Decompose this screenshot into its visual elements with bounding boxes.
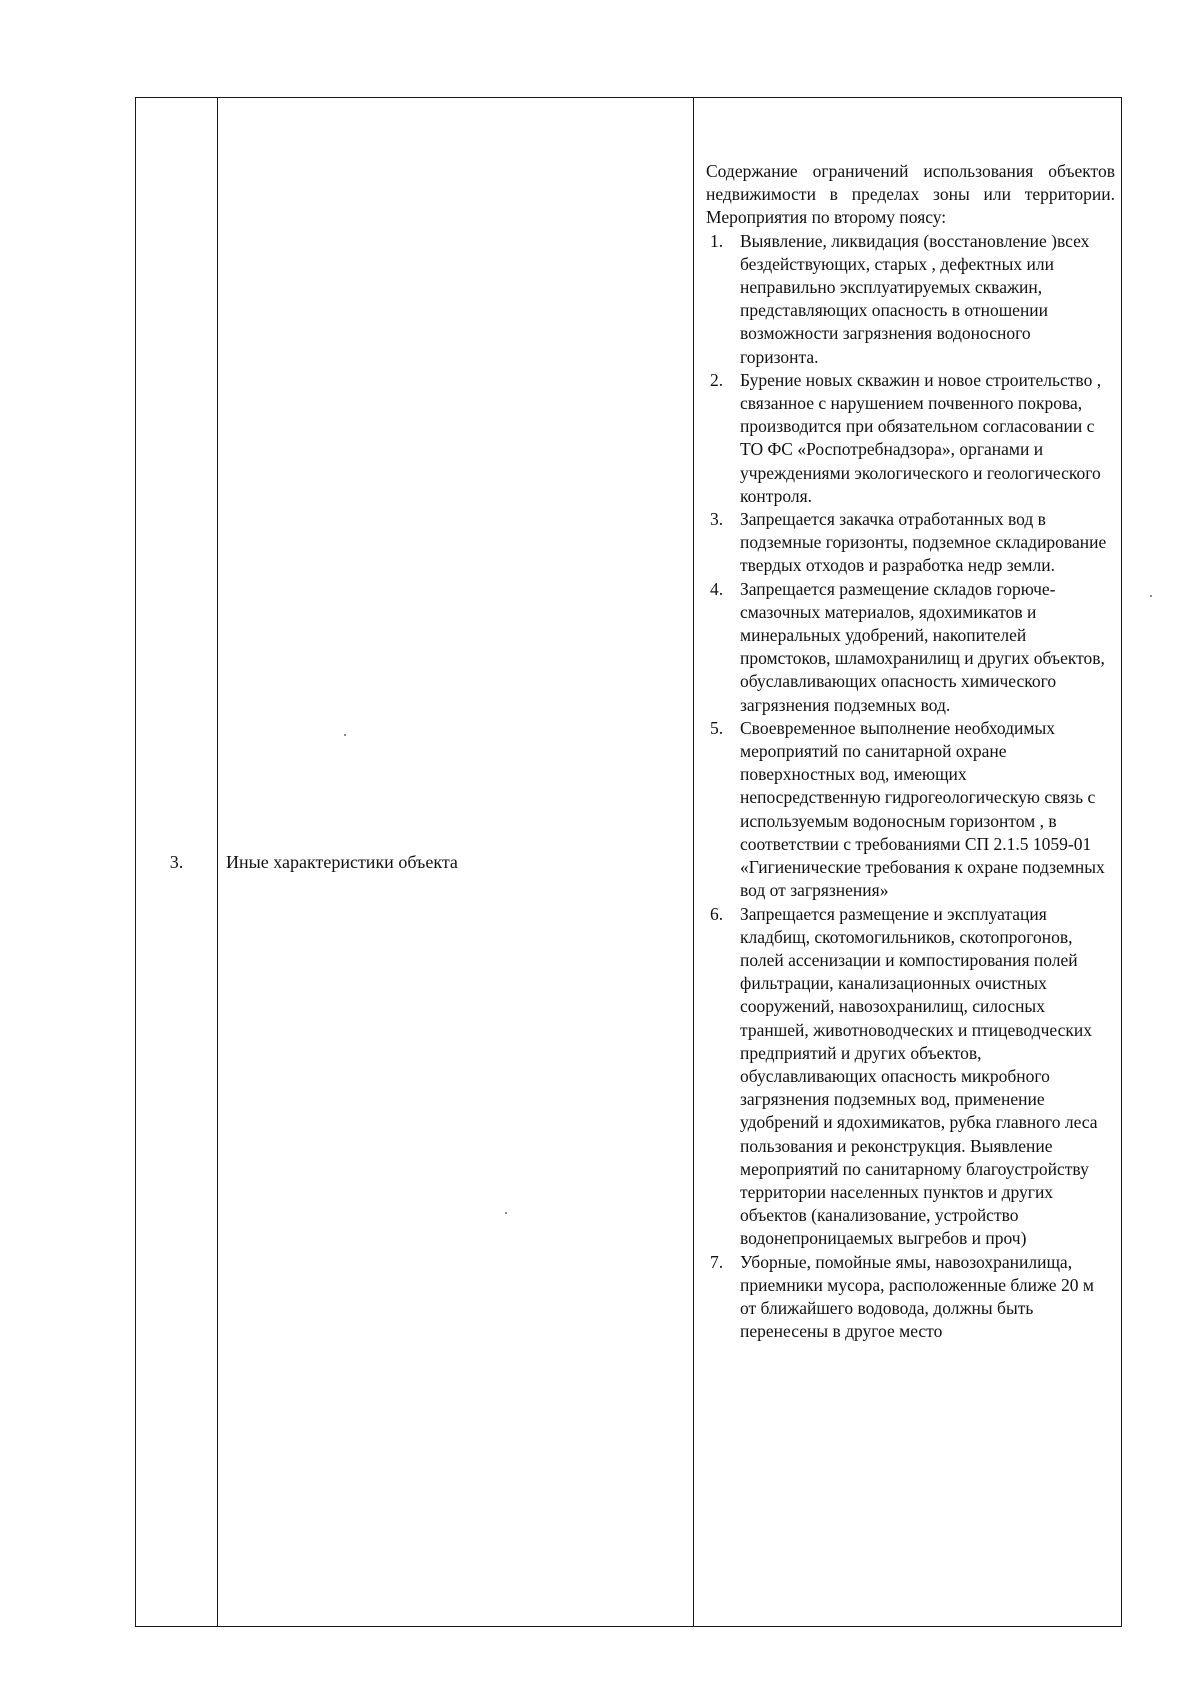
list-item: [704, 717, 1115, 903]
list-item-number: 5.: [710, 717, 724, 738]
list-item-text: Выявление, ликвидация (восстановление )всех бездействующих, старых , дефектных или неправильно эксплуатируемых скважин, представляющих опасность в отношении возможности загрязнения водоносного горизонта.: [740, 230, 1090, 367]
list-item: [704, 230, 1115, 369]
list-item-text: Запрещается размещение и эксплуатация кладбищ, скотомогильников, скотопрогонов, полей ассенизации и компостирования полей фильтрации, канализационных очистных сооружений, навозохранилищ, силосных траншей, животноводческих и птицеводческих предприятий и других объектов, обуславливающих опасность микробного загрязнения подземных вод, применение удобрений и ядохимикатов, рубка главного леса пользования и реконструкция. Выявление мероприятий по санитарному благоустройству территории населенных пунктов и других объектов (канализование, устройство водонепроницаемых выгребов и проч): [740, 903, 1098, 1249]
list-item-text: Запрещается закачка отработанных вод в подземные горизонты, подземное складирование твердых отходов и разработка недр земли.: [740, 509, 1107, 576]
list-item-number: 6.: [710, 903, 724, 924]
scan-speck: [505, 1212, 507, 1214]
row-content-cell: [694, 98, 1122, 1627]
scan-speck: [344, 734, 346, 736]
list-item-number: 2.: [710, 369, 724, 390]
list-item: [704, 578, 1115, 717]
list-item-text: Уборные, помойные ямы, навозохранилища, приемники мусора, расположенные ближе 20 м от ближайшего водовода, должны быть перенесены в другое место: [740, 1251, 1094, 1342]
content-intro: Содержание ограничений использования объектов недвижимости в пределах зоны или территории. Мероприятия по второму поясу:: [706, 161, 1115, 228]
list-item: [704, 1251, 1115, 1344]
list-item-number: 7.: [710, 1251, 724, 1272]
scan-speck: [1150, 595, 1152, 597]
list-item-number: 1.: [710, 230, 724, 251]
row-number: 3.: [169, 851, 184, 872]
list-item: [704, 903, 1115, 1251]
row-name: Иные характеристики объекта: [226, 851, 458, 872]
row-number-cell: [136, 98, 218, 1627]
table-row: [136, 98, 1122, 1627]
list-item: [704, 508, 1115, 578]
list-item-number: 4.: [710, 578, 724, 599]
characteristics-table: [135, 97, 1122, 1627]
list-item-text: Бурение новых скважин и новое строительство , связанное с нарушением почвенного покрова, производится при обязательном согласовании с ТО ФС «Роспотребнадзора», органами и учреждениями экологического и геологического контроля.: [740, 369, 1102, 506]
row-name-cell: [218, 98, 694, 1627]
list-item: [704, 369, 1115, 508]
measures-list: [704, 230, 1115, 1344]
list-item-number: 3.: [710, 509, 724, 530]
list-item-text: Своевременное выполнение необходимых мероприятий по санитарной охране поверхностных вод, имеющих непосредственную гидрогеологическую связь с используемым водоносным горизонтом , в соответствии с требованиями СП 2.1.5 1059-01 «Гигиенические требования к охране подземных вод от загрязнения»: [740, 717, 1105, 901]
list-item-text: Запрещается размещение складов горюче-смазочных материалов, ядохимикатов и минеральных удобрений, накопителей промстоков, шламохранилищ и других объектов, обуславливающих опасность химического загрязнения подземных вод.: [740, 578, 1105, 715]
